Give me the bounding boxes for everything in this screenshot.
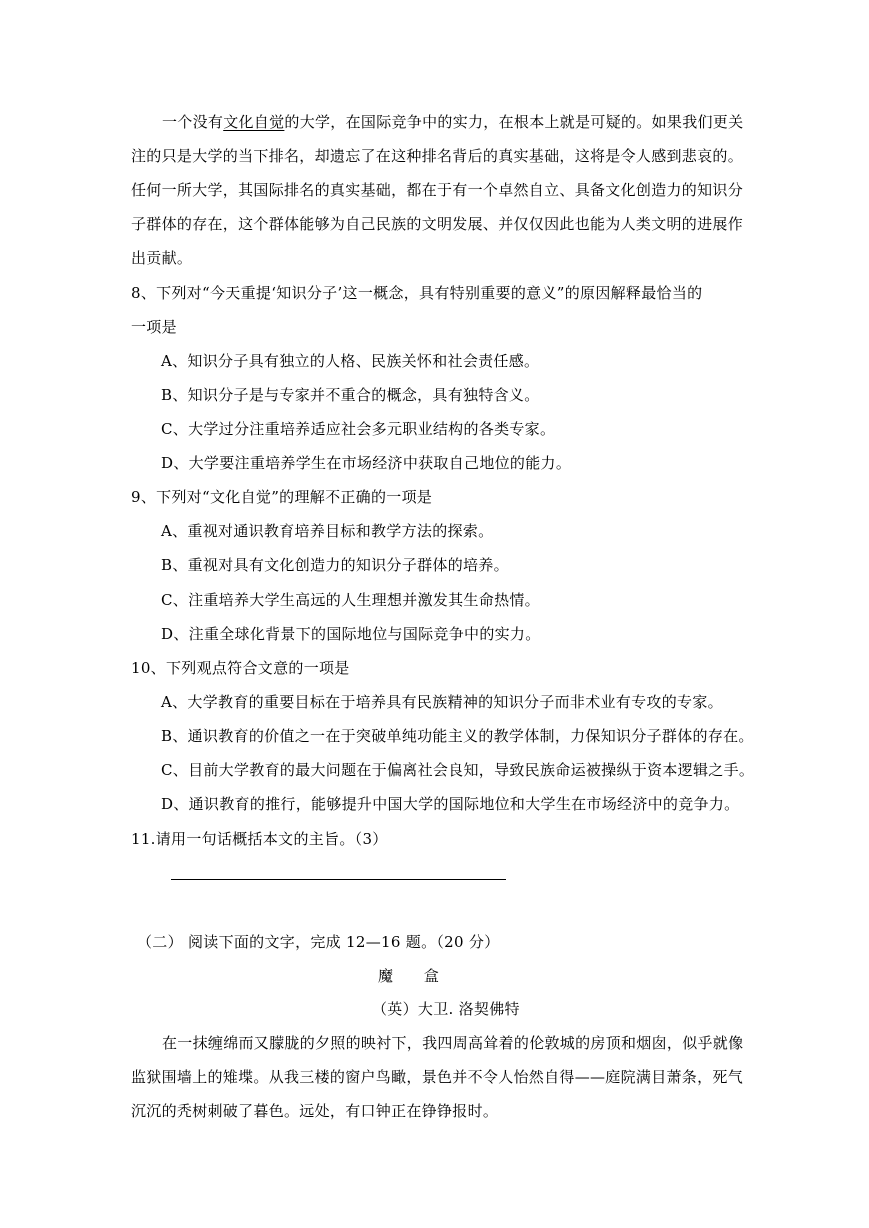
answer-blank-line[interactable] bbox=[171, 879, 506, 880]
question-10-option-b: B、通识教育的价值之一在于突破单纯功能主义的教学体制，力保知识分子群体的存在。 bbox=[161, 727, 754, 745]
question-8-option-c: C、大学过分注重培养适应社会多元职业结构的各类专家。 bbox=[161, 420, 556, 438]
question-8-option-d: D、大学要注重培养学生在市场经济中获取自己地位的能力。 bbox=[161, 454, 572, 472]
story-paragraph-line-1: 在一抹缠绵而又朦胧的夕照的映衬下，我四周高耸着的伦敦城的房顶和烟囱，似乎就像 bbox=[162, 1034, 744, 1052]
question-8-option-a: A、知识分子具有独立的人格、民族关怀和社会责任感。 bbox=[161, 352, 540, 370]
text-segment: 一个没有 bbox=[162, 113, 224, 131]
question-10-stem: 10、下列观点符合文意的一项是 bbox=[131, 659, 350, 677]
question-9-option-b: B、重视对具有文化创造力的知识分子群体的培养。 bbox=[161, 556, 509, 574]
question-8-option-b: B、知识分子是与专家并不重合的概念，具有独特含义。 bbox=[161, 386, 540, 404]
paragraph1-line-4: 子群体的存在，这个群体能够为自己民族的文明发展、并仅仅因此也能为人类文明的进展作 bbox=[131, 215, 744, 233]
paragraph1-line-1 bbox=[162, 112, 743, 132]
question-10-option-a: A、大学教育的重要目标在于培养具有民族精神的知识分子而非术业有专攻的专家。 bbox=[161, 693, 723, 711]
question-10-option-d: D、通识教育的推行，能够提升中国大学的国际地位和大学生在市场经济中的竞争力。 bbox=[161, 795, 740, 813]
story-author: （英）大卫. 洛契佛特 bbox=[372, 1000, 520, 1018]
question-9-option-c: C、注重培养大学生高远的人生理想并激发其生命热情。 bbox=[161, 591, 540, 609]
story-paragraph-line-3: 沉沉的秃树刺破了暮色。远处，有口钟正在铮铮报时。 bbox=[131, 1102, 499, 1120]
question-9-stem: 9、下列对“文化自觉”的理解不正确的一项是 bbox=[131, 488, 433, 506]
text-segment: 的大学，在国际竞争中的实力，在根本上就是可疑的。如果我们更关 bbox=[284, 113, 744, 131]
question-9-option-a: A、重视对通识教育培养目标和教学方法的探索。 bbox=[161, 522, 494, 540]
question-11-stem: 11.请用一句话概括本文的主旨。（3） bbox=[131, 830, 388, 848]
underlined-term: 文化自觉 bbox=[223, 113, 285, 131]
story-paragraph-line-2: 监狱围墙上的雉堞。从我三楼的窗户鸟瞰，景色并不令人怡然自得——庭院满目萧条，死气 bbox=[131, 1068, 744, 1086]
section-2-heading: （二） 阅读下面的文字，完成 12—16 题。（20 分） bbox=[137, 933, 500, 951]
question-9-option-d: D、注重全球化背景下的国际地位与国际竞争中的实力。 bbox=[161, 625, 541, 643]
paragraph1-line-5: 出贡献。 bbox=[131, 249, 193, 267]
paragraph1-line-2: 注的只是大学的当下排名，却遗忘了在这种排名背后的真实基础，这将是令人感到悲哀的。 bbox=[131, 147, 744, 165]
story-title: 魔 盒 bbox=[378, 967, 440, 985]
question-10-option-c: C、目前大学教育的最大问题在于偏离社会良知，导致民族命运被操纵于资本逻辑之手。 bbox=[161, 761, 755, 779]
paragraph1-line-3: 任何一所大学，其国际排名的真实基础，都在于有一个卓然自立、具备文化创造力的知识分 bbox=[131, 181, 744, 199]
question-8-stem: 8、下列对“今天重提‘知识分子’这一概念，具有特别重要的意义”的原因解释最恰当的 bbox=[131, 284, 703, 302]
question-8-stem-cont: 一项是 bbox=[131, 318, 177, 336]
